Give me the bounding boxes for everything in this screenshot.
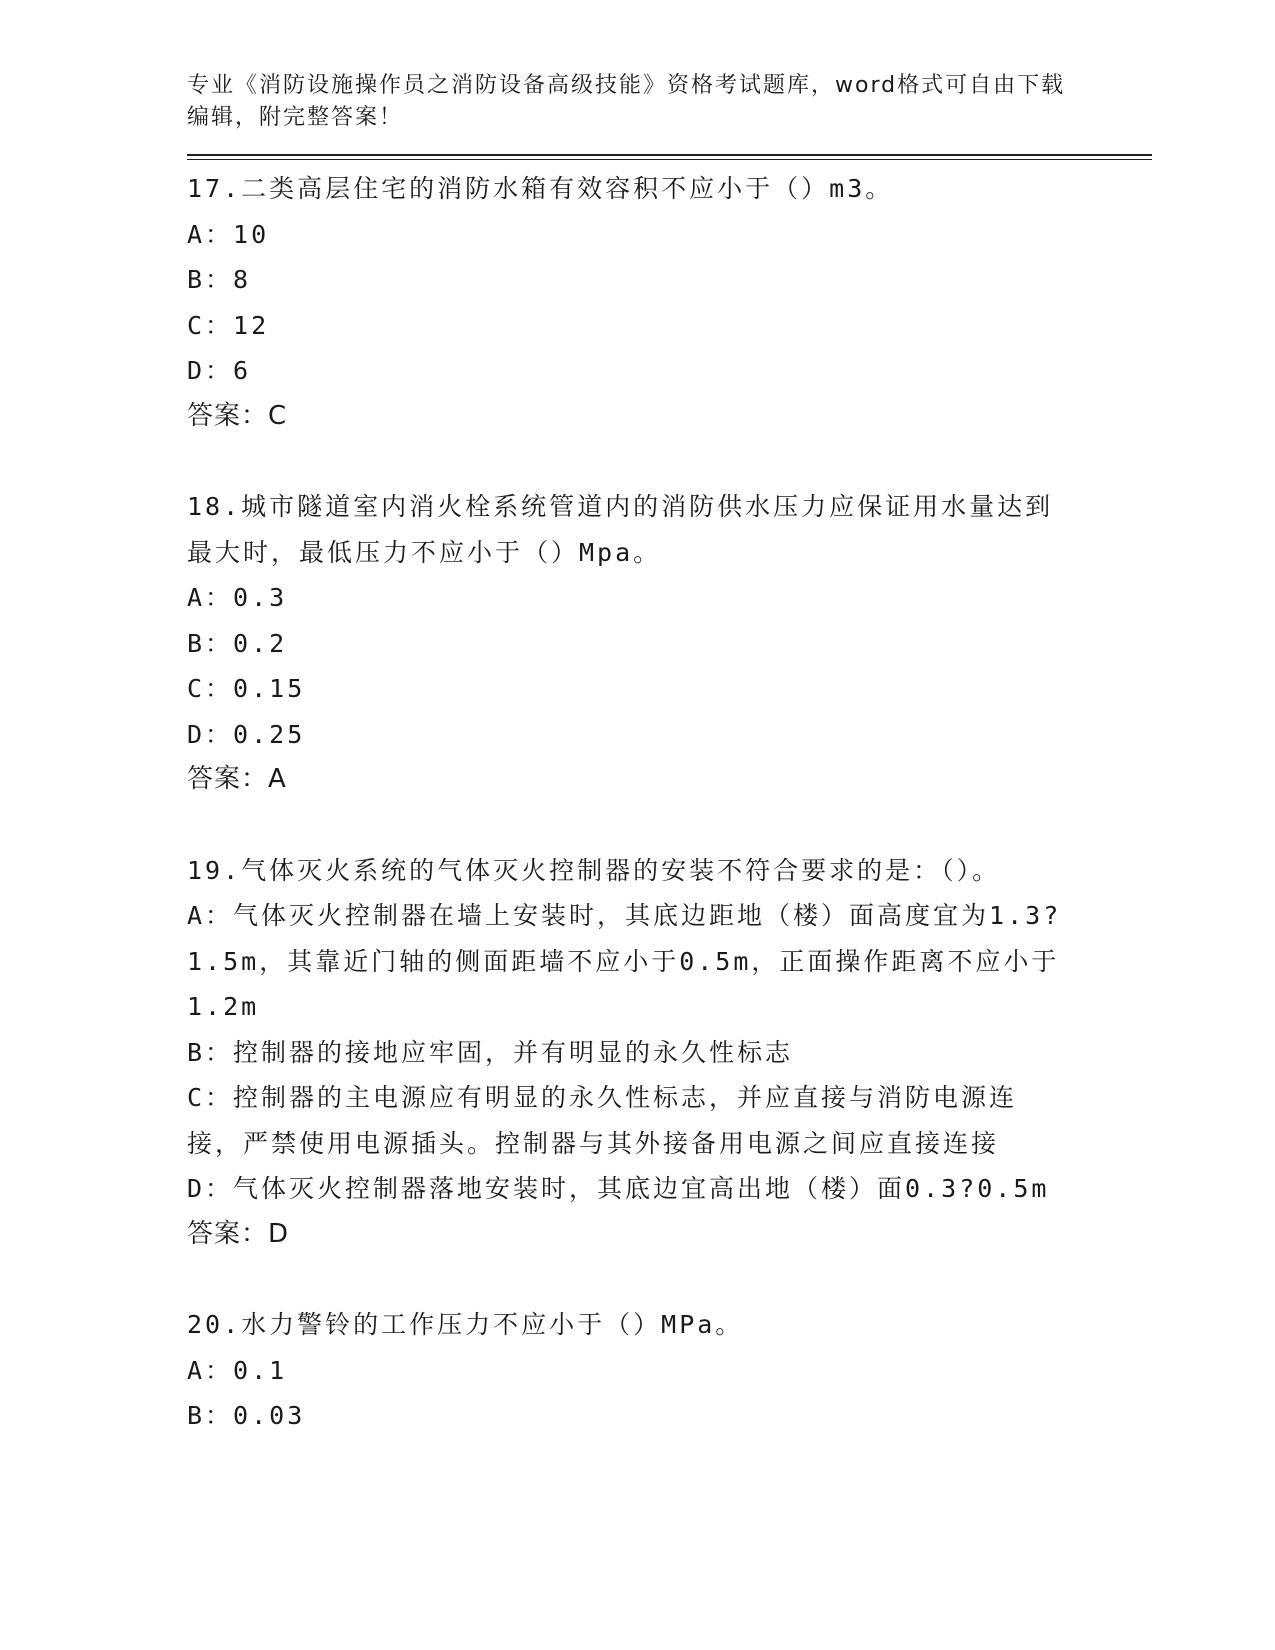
question-stem: 20.水力警铃的工作压力不应小于（）MPa。 (187, 1310, 744, 1339)
option-a: A：0.3 (187, 583, 288, 612)
question-17 (187, 166, 1147, 439)
option-d: D：气体灭火控制器落地安装时，其底边宜高出地（楼）面0.3?0.5m (187, 1174, 1050, 1203)
question-stem: 17.二类高层住宅的消防水箱有效容积不应小于（）m3。 (187, 174, 894, 203)
question-20 (187, 1302, 1147, 1439)
option-b: B：8 (187, 265, 252, 294)
question-19 (187, 848, 1147, 1258)
question-stem: 18.城市隧道室内消火栓系统管道内的消防供水压力应保证用水量达到最大时，最低压力不应小于（）Mpa。 (187, 492, 1054, 567)
option-b: B：0.2 (187, 628, 288, 658)
option-a: A：10 (187, 219, 270, 249)
answer-line: 答案：A (187, 764, 287, 794)
option-c: C：控制器的主电源应有明显的永久性标志，并应直接与消防电源连接，严禁使用电源插头。控制器与其外接备用电源之间应直接连接 (187, 1083, 1018, 1158)
option-a: A：气体灭火控制器在墙上安装时，其底边距地（楼）面高度宜为1.3?1.5m，其靠近门轴的侧面距墙不应小于0.5m，正面操作距离不应小于1.2m (187, 901, 1062, 1021)
document-page (187, 70, 1147, 1439)
option-d: D：6 (187, 356, 252, 385)
option-a: A：0.1 (187, 1355, 288, 1385)
option-b: B：控制器的接地应牢固，并有明显的永久性标志 (187, 1037, 794, 1067)
option-b: B：0.03 (187, 1401, 306, 1430)
header-rule-thick (187, 154, 1152, 156)
option-c: C：0.15 (187, 674, 306, 703)
option-d: D：0.25 (187, 719, 306, 749)
question-stem: 19.气体灭火系统的气体灭火控制器的安装不符合要求的是：（）。 (187, 855, 1001, 885)
option-c: C：12 (187, 310, 270, 340)
header-rule-thin (187, 159, 1152, 160)
question-18 (187, 484, 1147, 803)
document-header: 专业《消防设施操作员之消防设备高级技能》资格考试题库，word格式可自由下载编辑，附完整答案！ (187, 73, 1066, 130)
answer-line: 答案：D (187, 1218, 290, 1249)
answer-line: 答案：C (187, 400, 288, 431)
